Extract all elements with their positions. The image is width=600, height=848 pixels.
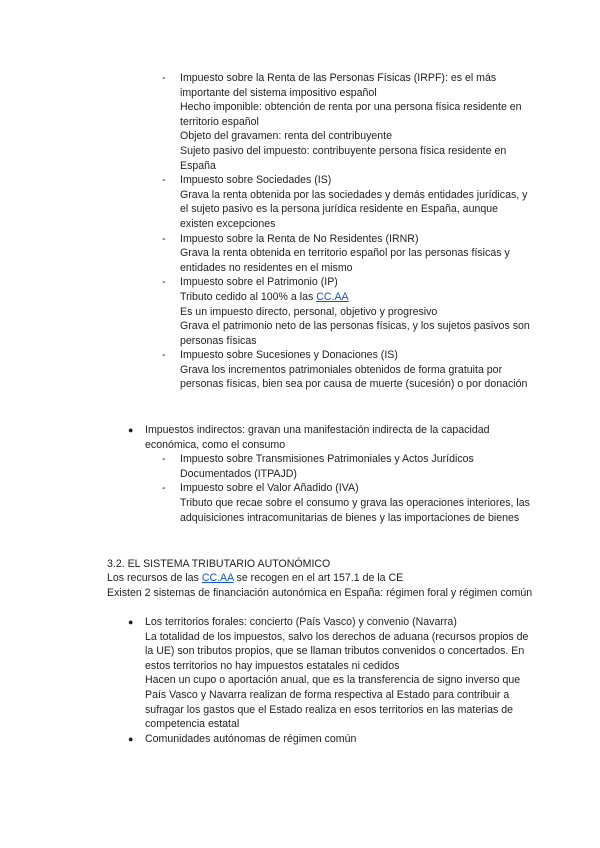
list-item-itpajd <box>0 452 600 481</box>
dash-marker: - <box>162 232 166 245</box>
item-line: Grava el patrimonio neto de las personas físicas, y los sujetos pasivos son personas físicas <box>180 320 530 347</box>
item-title: Impuesto sobre Sucesiones y Donaciones (IS) <box>180 349 398 362</box>
list-item-forales <box>0 615 600 732</box>
item-line: Sujeto pasivo del impuesto: contribuyente persona física residente en España <box>180 144 507 172</box>
resources-line <box>107 571 537 586</box>
list-item-isd <box>0 348 600 392</box>
resources-prefix: Los recursos de las <box>107 572 202 584</box>
ccaa-link[interactable]: CC.AA <box>316 290 349 303</box>
item-line: Grava la renta obtenida en territorio español por las personas físicas y entidades no residentes en el mismo <box>180 247 510 274</box>
list-item-irnr <box>0 232 600 276</box>
list-item-ip <box>0 275 600 348</box>
list-item-irpf <box>0 71 600 173</box>
dash-marker: - <box>162 349 166 362</box>
item-title: Impuestos indirectos: gravan una manifestación indirecta de la capacidad económica, como el consumo <box>145 424 490 451</box>
dash-marker: - <box>162 174 166 187</box>
item-title: Impuesto sobre la Renta de No Residentes (IRNR) <box>180 232 419 245</box>
list-item-iva <box>0 481 600 525</box>
indirect-taxes-item <box>0 423 600 452</box>
bullet-marker: ● <box>128 733 134 744</box>
dash-marker: - <box>162 72 166 84</box>
dash-marker: - <box>162 482 166 495</box>
systems-text: Existen 2 sistemas de financiación autonómica en España: régimen foral y régimen común <box>107 587 533 599</box>
dash-marker: - <box>162 276 166 289</box>
direct-taxes-list <box>0 71 600 392</box>
item-title: Impuesto sobre Transmisiones Patrimoniales y Actos Jurídicos Documentados (ITPAJD) <box>180 453 474 480</box>
item-title: Los territorios forales: concierto (País Vasco) y convenio (Navarra) <box>145 616 457 628</box>
resources-suffix: se recogen en el art 157.1 de la CE <box>233 572 404 584</box>
item-line: La totalidad de los impuestos, salvo los derechos de aduana (recursos propios de la UE) son tributos propios, que se llaman tributos convenidos o concertados. En estos territorios no hay impuestos estatales ni cedidos <box>145 630 529 672</box>
item-line: Grava los incrementos patrimoniales obtenidos de forma gratuita por personas físicas, bien sea por causa de muerte (sucesión) o por donación <box>180 363 528 391</box>
ccaa-link[interactable]: CC.AA <box>201 572 234 584</box>
item-title: Impuesto sobre el Valor Añadido (IVA) <box>180 482 359 495</box>
ceded-line <box>180 290 534 305</box>
item-line: Hacen un cupo o aportación anual, que es la transferencia de signo inverso que País Vasco y Navarra realizan de forma respectiva al Estado para contribuir a sufragar los gastos que el Estado realiza en esos territorios en las materias de competencia estatal <box>145 674 521 731</box>
item-line: Grava la renta obtenida por las sociedades y demás entidades jurídicas, y el sujeto pasivo es la persona jurídica residente en España, aunque existen excepciones <box>180 188 528 230</box>
item-line: Tributo que recae sobre el consumo y grava las operaciones interiores, las adquisiciones intracomunitarias de bienes y las importaciones de bienes <box>180 496 530 524</box>
item-line: Es un impuesto directo, personal, objetivo y progresivo <box>180 305 438 318</box>
dash-marker: - <box>162 453 166 466</box>
bullet-marker: ● <box>128 425 134 435</box>
item-title: Impuesto sobre Sociedades (IS) <box>180 174 332 187</box>
regimes-list <box>0 615 600 746</box>
item-line: Hecho imponible: obtención de renta por una persona física residente en territorio español <box>180 101 522 128</box>
ceded-text: Tributo cedido al 100% a las <box>180 290 317 303</box>
item-title: Comunidades autónomas de régimen común <box>145 732 357 745</box>
section-heading: 3.2. EL SISTEMA TRIBUTARIO AUTONÓMICO <box>107 558 331 570</box>
list-item-regimen-comun <box>0 732 600 747</box>
item-line: Objeto del gravamen: renta del contribuyente <box>180 130 393 143</box>
item-title: Impuesto sobre la Renta de las Personas Físicas (IRPF): es el más importante del sistema impositivo español <box>180 72 497 99</box>
indirect-taxes-block <box>0 423 600 525</box>
item-title: Impuesto sobre el Patrimonio (IP) <box>180 276 338 289</box>
list-item-is <box>0 173 600 231</box>
bullet-marker: ● <box>128 617 134 627</box>
